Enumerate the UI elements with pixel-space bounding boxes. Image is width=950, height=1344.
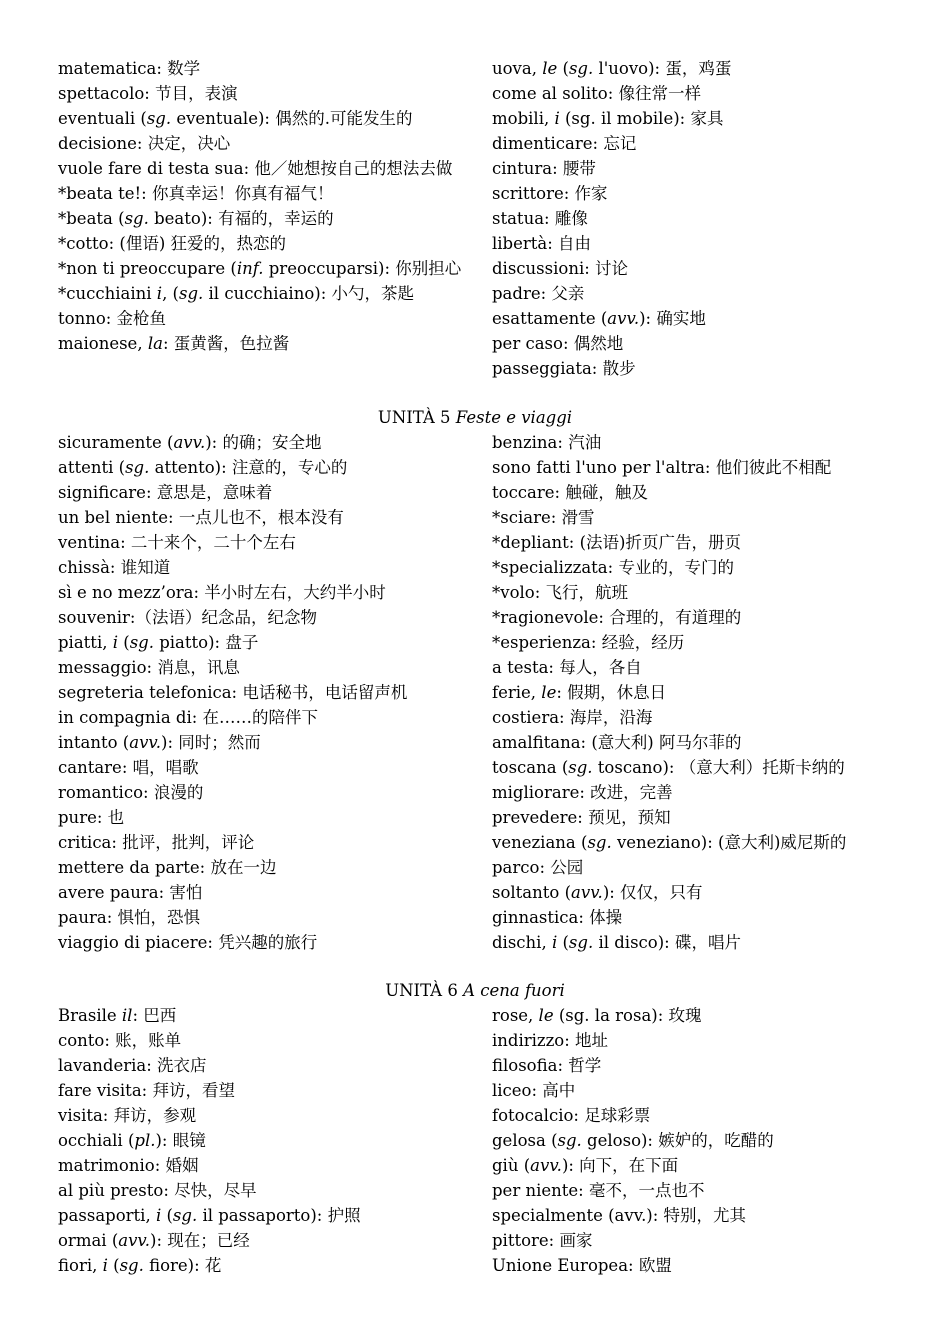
vocab-entry-text: pure: 也 xyxy=(58,808,125,827)
vocab-entry-text: come al solito: 像往常一样 xyxy=(492,84,702,103)
vocab-entry-text: sg. xyxy=(146,109,172,128)
vocab-entry-text: fiore): 花 xyxy=(143,1256,222,1275)
vocab-entry xyxy=(58,1103,492,1128)
vocab-entry-text: i xyxy=(155,1206,162,1225)
vocab-entry xyxy=(492,805,892,830)
vocab-entry-text: significare: 意思是，意味着 xyxy=(58,483,273,502)
vocab-entry-text: *esperienza: 经验，经历 xyxy=(492,633,685,652)
vocab-entry xyxy=(58,256,492,281)
vocab-entry-text: critica: 批评，批判，评论 xyxy=(58,833,255,852)
vocab-entry xyxy=(492,1103,892,1128)
vocab-entry-text: toscana ( xyxy=(492,758,569,777)
vocab-entry-text: sg. xyxy=(172,1206,198,1225)
vocab-entry-text: avv. xyxy=(530,1156,562,1175)
vocab-entry-text: piatto): 盘子 xyxy=(153,633,259,652)
vocab-entry xyxy=(492,655,892,680)
vocab-entry-text: : 巴西 xyxy=(132,1006,177,1025)
vocab-entry-text: geloso): 嫉妒的，吃醋的 xyxy=(581,1131,774,1150)
vocab-entry-text: uova, xyxy=(492,59,543,78)
vocab-entry-text: mobili, xyxy=(492,109,555,128)
vocab-entry-text: avere paura: 害怕 xyxy=(58,883,203,902)
vocab-entry-text: passeggiata: 散步 xyxy=(492,359,636,378)
vocab-entry-text: statua: 雕像 xyxy=(492,209,588,228)
vocab-entry-text: prevedere: 预见，预知 xyxy=(492,808,671,827)
vocab-entry-text: sg. xyxy=(557,1131,582,1150)
vocab-entry xyxy=(492,1253,892,1278)
vocab-entry xyxy=(492,630,892,655)
vocab-entry-text: la xyxy=(147,334,163,353)
vocab-entry-text: le xyxy=(538,1006,554,1025)
vocab-entry xyxy=(58,1003,492,1028)
vocab-entry-text: fare visita: 拜访，看望 xyxy=(58,1081,235,1100)
vocab-entry xyxy=(58,1253,492,1278)
vocab-entry xyxy=(492,1028,892,1053)
vocab-entry-text: Brasile xyxy=(58,1006,122,1025)
vocab-entry-text: le xyxy=(542,59,558,78)
vocab-entry xyxy=(58,755,492,780)
vocab-entry xyxy=(492,356,892,381)
vocab-entry-text: veneziano): (意大利)威尼斯的 xyxy=(611,833,847,852)
vocab-entry-text: sg. xyxy=(568,933,594,952)
vocab-entry xyxy=(58,1228,492,1253)
vocab-entry xyxy=(58,156,458,181)
vocab-entry-text: messaggio: 消息，讯息 xyxy=(58,658,240,677)
vocab-entry-text: Unione Europea: 欧盟 xyxy=(492,1256,672,1275)
vocab-entry xyxy=(492,331,892,356)
vocab-entry xyxy=(58,306,492,331)
unit-heading-title: A cena fuori xyxy=(463,981,565,1000)
vocab-entry xyxy=(492,555,892,580)
vocab-entry-text: *beata te!: 你真幸运！你真有福气！ xyxy=(58,184,334,203)
vocab-entry-text: mettere da parte: 放在一边 xyxy=(58,858,277,877)
vocab-entry-text: sg. xyxy=(587,833,612,852)
vocab-entry-text: lavanderia: 洗衣店 xyxy=(58,1056,207,1075)
vocab-entry-text: sg. xyxy=(568,758,593,777)
vocab-entry xyxy=(492,580,892,605)
vocab-entry xyxy=(492,1128,892,1153)
vocab-entry-text: l'uovo): 蛋，鸡蛋 xyxy=(593,59,732,78)
vocab-entry xyxy=(58,331,492,356)
vocab-entry xyxy=(58,855,492,880)
vocab-entry-text: ): 同时；然而 xyxy=(161,733,261,752)
vocab-entry-text: toscano): （意大利）托斯卡纳的 xyxy=(592,758,845,777)
vocab-entry xyxy=(58,1153,492,1178)
vocab-entry-text: paura: 惧怕，恐惧 xyxy=(58,908,201,927)
vocab-entry xyxy=(492,56,892,81)
vocab-entry-text: *sciare: 滑雪 xyxy=(492,508,595,527)
vocab-entry xyxy=(492,530,892,555)
vocab-entry-text: avv. xyxy=(118,1231,151,1250)
vocab-entry xyxy=(492,1178,892,1203)
vocab-entry-text: il xyxy=(121,1006,133,1025)
vocab-entry-text: le xyxy=(541,683,557,702)
vocab-entry-text: ( xyxy=(557,59,569,78)
vocab-entry-text: amalfitana: (意大利) 阿马尔菲的 xyxy=(492,733,742,752)
vocab-entry-text: ): 确实地 xyxy=(639,309,706,328)
vocab-section-unit5 xyxy=(58,430,898,955)
vocab-entry-text: *ragionevole: 合理的，有道理的 xyxy=(492,608,742,627)
vocab-entry xyxy=(58,655,492,680)
vocab-entry xyxy=(58,905,492,930)
vocab-entry-text: per caso: 偶然地 xyxy=(492,334,624,353)
vocab-entry xyxy=(58,131,492,156)
vocab-entry xyxy=(492,156,892,181)
vocab-entry-text: *volo: 飞行，航班 xyxy=(492,583,629,602)
vocab-column-left xyxy=(58,430,492,955)
vocab-entry xyxy=(492,480,892,505)
vocab-entry-text: padre: 父亲 xyxy=(492,284,585,303)
vocab-column-right xyxy=(492,1003,892,1278)
vocab-entry-text: ormai ( xyxy=(58,1231,119,1250)
vocab-entry xyxy=(58,206,492,231)
vocab-entry xyxy=(492,1003,892,1028)
vocab-entry-text: esattamente ( xyxy=(492,309,608,328)
vocab-entry-text: maionese, xyxy=(58,334,148,353)
vocab-entry-text: piatti, xyxy=(58,633,113,652)
vocab-entry-text: viaggio di piacere: 凭兴趣的旅行 xyxy=(58,933,318,952)
vocab-entry xyxy=(492,231,892,256)
vocab-entry-text: segreteria telefonica: 电话秘书，电话留声机 xyxy=(58,683,408,702)
vocab-entry-text: i xyxy=(112,633,118,652)
vocab-entry xyxy=(492,306,892,331)
vocab-entry xyxy=(58,281,492,306)
vocab-entry-text: ventina: 二十来个，二十个左右 xyxy=(58,533,296,552)
vocab-entry-text: attenti ( xyxy=(58,458,126,477)
vocab-entry xyxy=(58,430,492,455)
vocab-entry xyxy=(492,181,892,206)
vocab-entry-text: fotocalcio: 足球彩票 xyxy=(492,1106,651,1125)
vocab-entry xyxy=(492,1153,892,1178)
vocab-entry-text: sg. xyxy=(124,209,149,228)
vocab-entry-text: conto: 账，账单 xyxy=(58,1031,182,1050)
vocab-entry xyxy=(492,106,892,131)
vocab-column-right xyxy=(492,56,892,381)
vocab-entry-text: ( xyxy=(557,933,569,952)
vocab-entry xyxy=(58,56,492,81)
vocab-section-unit6 xyxy=(58,1003,898,1278)
vocab-column-left xyxy=(58,56,492,381)
vocab-entry xyxy=(58,580,492,605)
vocab-entry xyxy=(492,705,892,730)
vocab-entry-text: il passaporto): 护照 xyxy=(197,1206,361,1225)
vocab-entry xyxy=(492,905,892,930)
vocab-entry xyxy=(58,1203,492,1228)
unit-heading-number: UNITÀ 5 xyxy=(377,408,456,427)
vocab-entry-text: : 假期，休息日 xyxy=(556,683,667,702)
vocab-entry-text: ( xyxy=(107,1256,120,1275)
vocab-entry-text: : 蛋黄酱，色拉酱 xyxy=(162,334,290,353)
vocab-entry-text: visita: 拜访，参观 xyxy=(58,1106,197,1125)
vocab-entry-text: *beata ( xyxy=(58,209,125,228)
vocab-entry xyxy=(58,630,492,655)
unit-heading-number: UNITÀ 6 xyxy=(385,981,464,1000)
vocab-entry xyxy=(58,106,492,131)
vocab-entry xyxy=(58,555,492,580)
unit-heading-6 xyxy=(0,978,950,1003)
vocab-entry-text: passaporti, xyxy=(58,1206,156,1225)
vocab-entry xyxy=(58,730,492,755)
vocab-entry xyxy=(492,131,892,156)
vocab-entry-text: liceo: 高中 xyxy=(492,1081,576,1100)
vocab-entry xyxy=(492,830,892,855)
vocab-entry-text: souvenir:（法语）纪念品，纪念物 xyxy=(58,608,317,627)
vocab-entry-text: i xyxy=(102,1256,108,1275)
vocab-entry-text: ( xyxy=(118,633,130,652)
vocab-entry-text: gelosa ( xyxy=(492,1131,558,1150)
vocab-entry-text: avv. xyxy=(173,433,206,452)
vocab-entry-text: ( xyxy=(161,1206,173,1225)
vocab-entry-text: intanto ( xyxy=(58,733,130,752)
vocab-entry-text: ferie, xyxy=(492,683,542,702)
vocab-entry xyxy=(492,81,892,106)
vocab-entry-text: eventuali ( xyxy=(58,109,147,128)
vocab-entry-text: *specializzata: 专业的，专门的 xyxy=(492,558,734,577)
vocab-entry xyxy=(58,1178,492,1203)
vocab-entry xyxy=(58,1053,492,1078)
vocab-entry-text: pl. xyxy=(134,1131,156,1150)
vocab-entry xyxy=(492,730,892,755)
vocab-entry-text: sg. xyxy=(129,633,154,652)
vocab-entry xyxy=(492,455,892,480)
vocab-entry xyxy=(58,81,492,106)
vocab-entry xyxy=(492,1203,892,1228)
vocab-entry xyxy=(492,930,892,955)
vocab-entry xyxy=(492,680,892,705)
vocab-entry-text: avv. xyxy=(571,883,603,902)
vocab-entry-text: sg. xyxy=(125,458,150,477)
vocab-entry-text: i xyxy=(551,933,558,952)
vocab-entry-text: sg. xyxy=(179,284,204,303)
vocab-entry-text: i xyxy=(554,109,560,128)
vocab-entry xyxy=(58,455,492,480)
vocab-entry xyxy=(58,605,492,630)
unit-heading-title: Feste e viaggi xyxy=(455,408,573,427)
vocab-entry-text: in compagnia di: 在……的陪伴下 xyxy=(58,708,319,727)
vocab-entry-text: il disco): 碟，唱片 xyxy=(593,933,741,952)
vocab-entry-text: libertà: 自由 xyxy=(492,234,592,253)
vocab-entry xyxy=(58,680,492,705)
vocab-entry xyxy=(58,1078,492,1103)
vocab-entry xyxy=(58,930,492,955)
vocab-entry-text: ): 仅仅，只有 xyxy=(602,883,703,902)
vocab-entry-text: il cucchiaino): 小勺，茶匙 xyxy=(203,284,414,303)
vocab-entry-text: occhiali ( xyxy=(58,1131,135,1150)
vocab-entry-text: decisione: 决定，决心 xyxy=(58,134,231,153)
vocab-entry xyxy=(492,755,892,780)
vocab-entry xyxy=(58,231,492,256)
vocab-entry xyxy=(58,705,492,730)
vocab-entry-text: sg. xyxy=(119,1256,144,1275)
vocab-entry xyxy=(492,605,892,630)
vocab-entry xyxy=(58,1128,492,1153)
vocab-entry-text: spettacolo: 节目，表演 xyxy=(58,84,238,103)
vocab-entry-text: sono fatti l'uno per l'altra: 他们彼此不相配 xyxy=(492,458,832,477)
vocab-entry-text: ): 的确；安全地 xyxy=(205,433,322,452)
vocab-entry xyxy=(58,780,492,805)
vocab-entry xyxy=(492,206,892,231)
vocab-entry-text: per niente: 毫不，一点也不 xyxy=(492,1181,705,1200)
vocab-entry-text: costiera: 海岸，沿海 xyxy=(492,708,653,727)
vocab-entry xyxy=(492,880,892,905)
vocab-entry xyxy=(58,805,492,830)
vocab-entry xyxy=(58,181,492,206)
vocab-entry-text: romantico: 浪漫的 xyxy=(58,783,204,802)
vocab-entry-text: fiori, xyxy=(58,1256,103,1275)
vocab-entry xyxy=(58,880,492,905)
vocab-entry-text: ): 向下，在下面 xyxy=(561,1156,679,1175)
vocab-entry-text: inf. xyxy=(236,259,264,278)
vocab-entry-text: soltanto ( xyxy=(492,883,572,902)
vocab-entry-text: scrittore: 作家 xyxy=(492,184,608,203)
vocab-entry-text: beato): 有福的，幸运的 xyxy=(148,209,334,228)
vocab-entry-text: veneziana ( xyxy=(492,833,588,852)
vocab-entry xyxy=(492,281,892,306)
vocab-entry-text: tonno: 金枪鱼 xyxy=(58,309,167,328)
vocab-entry xyxy=(58,1028,492,1053)
vocab-entry-text: chissà: 谁知道 xyxy=(58,558,171,577)
vocab-entry xyxy=(492,855,892,880)
vocab-entry-text: preoccuparsi): 你别担心 xyxy=(263,259,462,278)
vocab-entry-text: (sg. il mobile): 家具 xyxy=(559,109,724,128)
vocab-entry-text: dimenticare: 忘记 xyxy=(492,134,637,153)
vocab-entry-text: toccare: 触碰，触及 xyxy=(492,483,648,502)
vocab-entry xyxy=(492,430,892,455)
vocab-entry-text: eventuale): 偶然的.可能发生的 xyxy=(171,109,413,128)
vocab-entry-text: sg. xyxy=(568,59,594,78)
vocab-entry-text: sicuramente ( xyxy=(58,433,174,452)
vocab-entry-text: ): 眼镜 xyxy=(155,1131,206,1150)
vocab-entry xyxy=(492,1078,892,1103)
vocab-entry-text: cantare: 唱，唱歌 xyxy=(58,758,199,777)
vocab-entry-text: dischi, xyxy=(492,933,552,952)
vocab-entry xyxy=(58,830,492,855)
vocab-entry-text: a testa: 每人，各自 xyxy=(492,658,642,677)
vocab-entry-text: vuole fare di testa sua: 他／她想按自己的想法去做 xyxy=(58,159,453,178)
vocab-entry xyxy=(58,505,492,530)
vocab-entry-text: attento): 注意的，专心的 xyxy=(149,458,348,477)
vocab-entry xyxy=(492,1053,892,1078)
vocab-entry-text: al più presto: 尽快，尽早 xyxy=(58,1181,257,1200)
vocab-entry-text: matrimonio: 婚姻 xyxy=(58,1156,199,1175)
vocab-entry-text: *cucchiaini xyxy=(58,284,157,303)
vocab-entry-text: , ( xyxy=(162,284,179,303)
vocab-entry-text: rose, xyxy=(492,1006,539,1025)
vocab-entry-text: i xyxy=(156,284,163,303)
vocab-entry-text: *cotto: (俚语) 狂爱的，热恋的 xyxy=(58,234,287,253)
vocab-entry-text: matematica: 数学 xyxy=(58,59,201,78)
vocab-entry-text: *depliant: (法语)折页广告，册页 xyxy=(492,533,741,552)
vocab-entry-text: *non ti preoccupare ( xyxy=(58,259,237,278)
vocab-entry-text: cintura: 腰带 xyxy=(492,159,596,178)
vocab-entry-text: sì e no mezz’ora: 半小时左右，大约半小时 xyxy=(58,583,386,602)
vocab-entry-text: parco: 公园 xyxy=(492,858,584,877)
vocab-entry-text: specialmente (avv.): 特别，尤其 xyxy=(492,1206,747,1225)
vocab-entry-text: benzina: 汽油 xyxy=(492,433,602,452)
vocab-entry-text: discussioni: 讨论 xyxy=(492,259,629,278)
vocab-entry-text: migliorare: 改进，完善 xyxy=(492,783,673,802)
vocab-entry xyxy=(492,780,892,805)
vocab-entry-text: avv. xyxy=(607,309,640,328)
vocab-entry xyxy=(492,1228,892,1253)
vocab-entry-text: (sg. la rosa): 玫瑰 xyxy=(553,1006,702,1025)
vocab-entry-text: ginnastica: 体操 xyxy=(492,908,623,927)
vocab-entry xyxy=(492,256,892,281)
vocab-entry-text: giù ( xyxy=(492,1156,531,1175)
vocab-entry-text: indirizzo: 地址 xyxy=(492,1031,609,1050)
vocab-entry-text: pittore: 画家 xyxy=(492,1231,593,1250)
vocab-column-left xyxy=(58,1003,492,1278)
vocab-entry xyxy=(58,530,492,555)
vocab-entry-text: avv. xyxy=(129,733,162,752)
unit-heading-5 xyxy=(0,405,950,430)
vocab-entry-text: ): 现在；已经 xyxy=(150,1231,250,1250)
vocab-entry xyxy=(492,505,892,530)
vocab-entry-text: filosofia: 哲学 xyxy=(492,1056,602,1075)
vocab-entry xyxy=(58,480,492,505)
vocab-entry-text: un bel niente: 一点儿也不，根本没有 xyxy=(58,508,344,527)
vocab-section-unit4-continued xyxy=(58,56,898,381)
vocab-column-right xyxy=(492,430,892,955)
